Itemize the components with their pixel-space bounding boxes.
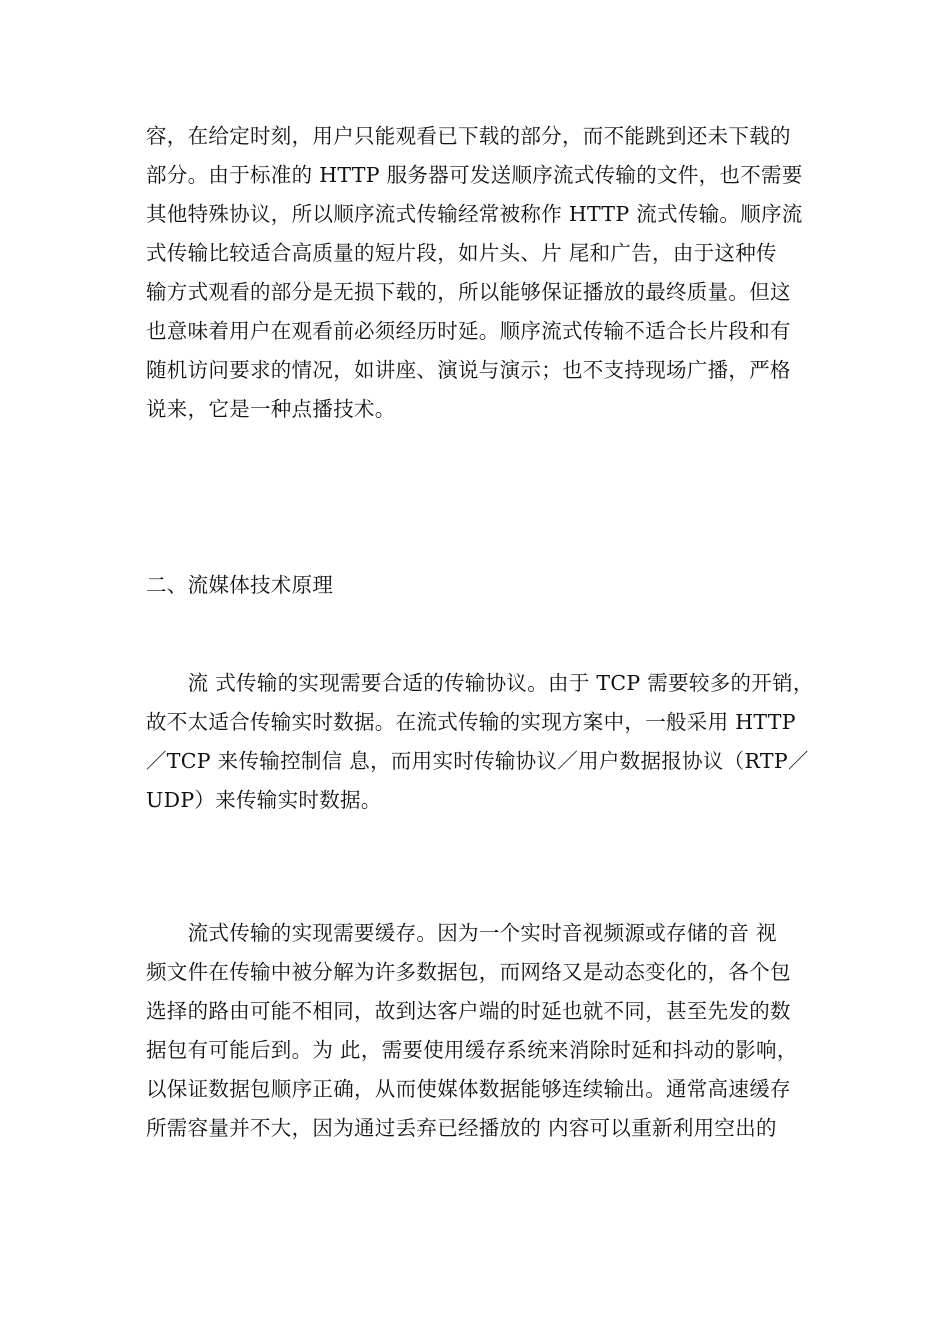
paragraph-sequential-streaming — [146, 117, 808, 429]
text-line: 以保证数据包顺序正确，从而使媒体数据能够连续输出。通常高速缓存 — [146, 1077, 791, 1101]
text-line: ／TCP 来传输控制信 息，而用实时传输协议／用户数据报协议（RTP／ — [146, 749, 809, 773]
text-line: 所需容量并不大，因为通过丢弃已经播放的 内容可以重新利用空出的 — [146, 1116, 777, 1140]
text-line: 故不太适合传输实时数据。在流式传输的实现方案中，一般采用 HTTP — [146, 710, 796, 734]
text-line: 说来，它是一种点播技术。 — [146, 397, 396, 421]
paragraph-buffering — [146, 914, 808, 1148]
text-line: 流 式传输的实现需要合适的传输协议。由于 TCP 需要较多的开销， — [146, 671, 814, 695]
text-line: 输方式观看的部分是无损下载的，所以能够保证播放的最终质量。但这 — [146, 280, 791, 304]
text-line: 据包有可能后到。为 此，需要使用缓存系统来消除时延和抖动的影响， — [146, 1038, 798, 1062]
text-line: 也意味着用户在观看前必须经历时延。顺序流式传输不适合长片段和有 — [146, 319, 791, 343]
text-line: 频文件在传输中被分解为许多数据包，而网络又是动态变化的，各个包 — [146, 960, 791, 984]
text-line: 选择的路由可能不相同，故到达客户端的时延也就不同，甚至先发的数 — [146, 999, 791, 1023]
paragraph-transport-protocol — [146, 664, 814, 820]
text-line: 容，在给定时刻，用户只能观看已下载的部分，而不能跳到还未下载的 — [146, 124, 791, 148]
heading-text: 二、流媒体技术原理 — [146, 573, 334, 597]
text-line: 其他特殊协议，所以顺序流式传输经常被称作 HTTP 流式传输。顺序流 — [146, 202, 803, 226]
section-heading — [146, 566, 808, 605]
text-line: 式传输比较适合高质量的短片段，如片头、片 尾和广告，由于这种传 — [146, 241, 777, 265]
text-line: 流式传输的实现需要缓存。因为一个实时音视频源或存储的音 视 — [146, 921, 777, 945]
text-line: 随机访问要求的情况，如讲座、演说与演示；也不支持现场广播，严格 — [146, 358, 791, 382]
text-line: UDP）来传输实时数据。 — [146, 788, 382, 812]
text-line: 部分。由于标准的 HTTP 服务器可发送顺序流式传输的文件，也不需要 — [146, 163, 803, 187]
